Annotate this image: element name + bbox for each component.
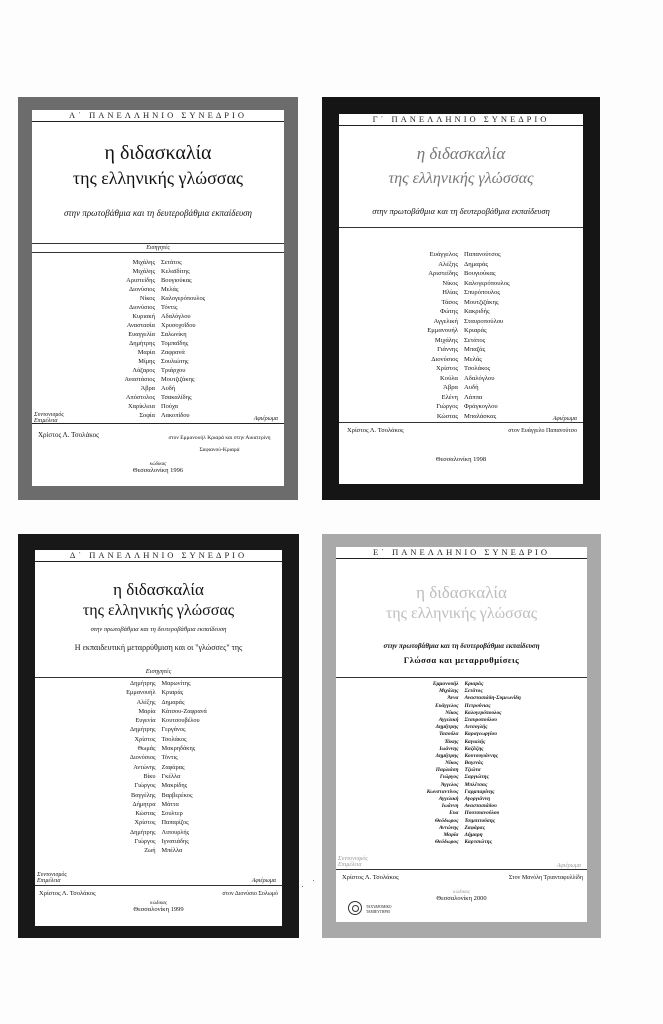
speaker-row (32, 267, 284, 276)
book-theme: Γλώσσα και μεταρρυθμίσεις (403, 655, 520, 665)
speaker-first-name: Αγγελική (438, 796, 459, 802)
speaker-row (339, 288, 583, 298)
speaker-row (35, 763, 282, 772)
dedication-label: Αφιέρωμα (552, 416, 577, 422)
speaker-row (336, 703, 587, 710)
speaker-first-name: Άβρα (443, 384, 458, 391)
speaker-row (35, 791, 282, 800)
speaker-last-name: Αναστασιάδου (464, 803, 497, 810)
speaker-last-name: Τομπαΐδης (161, 340, 189, 347)
speaker-first-name: Μαρία (138, 707, 156, 715)
speaker-row (336, 796, 587, 803)
dedication-text: στον Ευάγγελο Παπανούτσο (508, 428, 577, 434)
speaker-last-name: Κελαϊδίτης (161, 268, 190, 275)
speaker-row (35, 772, 282, 781)
speaker-first-name: Χρίστος (134, 735, 156, 743)
dedication-text: Στον Μανόλη Τριανταφυλλίδη (508, 875, 583, 881)
speaker-first-name: Τασούλα (439, 731, 459, 738)
speaker-first-name: Δημήτρης (435, 724, 459, 731)
speakers-label: Εισηγητές (145, 668, 172, 675)
speaker-last-name: Ιγνατιάδης (161, 838, 189, 846)
speaker-row (35, 716, 282, 725)
speaker-last-name: Αυδή (161, 385, 176, 392)
dedication-label: Αφιέρωμα (251, 878, 276, 884)
speaker-first-name: Χρίστος (436, 365, 458, 372)
speaker-last-name: Καλογερόπουλος (464, 709, 502, 716)
speaker-last-name: Μπλέτσας (464, 781, 488, 788)
speaker-last-name: Μελάς (161, 286, 179, 293)
speaker-last-name: Μπαζάς (464, 346, 486, 353)
speaker-last-name: Βαγενάς (464, 760, 484, 767)
speaker-first-name: Κωνσταντίνος (426, 788, 459, 795)
speaker-first-name: Κυριακή (132, 313, 155, 320)
speaker-first-name: Γιώργος (134, 782, 156, 790)
speaker-first-name: Νίκος (139, 295, 155, 302)
dedication-text: στον Εμμανουήλ Κριαρά και στην Αικατερίνη Σαφιανού-Κριαρά (168, 435, 271, 453)
speaker-row (32, 375, 284, 384)
speaker-last-name: Αυδή (464, 384, 479, 391)
speaker-last-name: Κάτσου-Ζαφρανά (161, 707, 207, 715)
speaker-last-name: Μάττα (161, 800, 179, 808)
speaker-first-name: Γιάννης (437, 346, 458, 353)
speaker-last-name: Μουτζιζάκης (161, 376, 195, 383)
place-year: Θεσσαλονίκη 1996 (132, 467, 184, 474)
speaker-last-name: Χρυσοχοΐδου (161, 322, 196, 329)
speaker-last-name: Λακοπίδου (161, 412, 190, 419)
speaker-first-name: Διονύσιος (129, 304, 155, 311)
speaker-row (32, 303, 284, 312)
speaker-first-name: Γιώργος (436, 403, 458, 410)
place-year: Θεσσαλονίκη 1998 (435, 456, 487, 463)
speaker-first-name: Αναστάσιος (124, 376, 155, 383)
speaker-row (32, 321, 284, 330)
speaker-last-name: Καλογερόπουλος (464, 279, 510, 287)
book-subtitle: στην πρωτοβάθμια και τη δευτεροβάθμια εκπαίδευση (383, 642, 540, 650)
speaker-last-name: Αδαλόγλου (161, 313, 191, 320)
speaker-row (339, 298, 583, 308)
speaker-last-name: Σαλωνίκη (161, 331, 187, 338)
speaker-row (32, 411, 284, 420)
speaker-row (336, 746, 587, 753)
speaker-row (339, 355, 583, 365)
book-title-line1: η διδασκαλία (113, 580, 204, 599)
speaker-first-name: Θεόδωρος (434, 839, 459, 846)
conference-band: Ε΄ ΠΑΝΕΛΛΗΝΙΟ ΣΥΝΕΔΡΙΟ (336, 547, 587, 559)
speaker-first-name: Αντώνης (133, 763, 156, 771)
speaker-row (336, 818, 587, 825)
speaker-row (35, 837, 282, 846)
speaker-last-name: Κριαράς (161, 689, 184, 697)
speaker-last-name: Σετάτος (464, 688, 483, 695)
dedication-text: στον Διονύσιο Σολωμό (222, 891, 278, 897)
speaker-row (339, 412, 583, 422)
publisher-label: κώδικας (150, 901, 167, 906)
conference-band: Γ΄ ΠΑΝΕΛΛΗΝΙΟ ΣΥΝΕΔΡΙΟ (339, 114, 583, 126)
speaker-row (35, 725, 282, 734)
speaker-row (336, 782, 587, 789)
speaker-last-name: Τσιμπιτούσης (464, 817, 496, 824)
speakers-label: Εισηγητές (146, 245, 170, 251)
speaker-first-name: Λάζαρος (132, 367, 155, 374)
speaker-first-name: Μαρία (137, 349, 155, 356)
speaker-last-name: Σταυροπούλου (464, 317, 504, 325)
speaker-row (32, 339, 284, 348)
speaker-row (336, 810, 587, 817)
speaker-last-name: Ζαφρανά (161, 349, 185, 356)
speaker-first-name: Ευγενία (135, 717, 156, 725)
speaker-first-name: Ευάγγελος (429, 251, 458, 258)
speaker-first-name: Βίκυ (143, 772, 156, 780)
speaker-row (339, 326, 583, 336)
speaker-last-name: Βαρβερέκος (161, 791, 193, 799)
speaker-first-name: Εμμανουήλ (126, 689, 156, 697)
speaker-first-name: Δήμητρα (132, 800, 156, 808)
speaker-row (339, 383, 583, 393)
speaker-row (336, 832, 587, 839)
speaker-row (35, 828, 282, 837)
speaker-last-name: Μελάς (464, 355, 482, 363)
speaker-first-name: Μιχάλης (434, 336, 458, 344)
speaker-first-name: Δημήτρης (435, 752, 459, 759)
publisher-label: κώδικας (149, 462, 167, 467)
speaker-last-name: Μουτζιζάκης (464, 298, 499, 306)
dedication-label: Αφιέρωμα (556, 863, 581, 869)
speaker-row (336, 695, 587, 702)
speaker-last-name: Πουτσιανούλου (464, 810, 500, 817)
book-title-line2: της ελληνικής γλώσσας (72, 168, 244, 188)
speaker-row (32, 285, 284, 294)
logo-mark-icon (352, 905, 359, 912)
speaker-row (336, 739, 587, 746)
speaker-row (336, 767, 587, 774)
speaker-last-name: Γαρμπαρίνης (464, 788, 495, 795)
speaker-first-name: Φώτης (440, 308, 458, 315)
speaker-last-name: Μπέλλα (161, 847, 183, 855)
speaker-row (35, 707, 282, 716)
speaker-row (336, 731, 587, 738)
speaker-first-name: Σοφία (139, 412, 155, 419)
speaker-last-name: Γκέλλα (161, 772, 181, 780)
speaker-first-name: Ελένη (441, 393, 458, 401)
author-name: Χρίστος Λ. Τσολάκος (347, 427, 404, 434)
conference-band: Δ΄ ΠΑΝΕΛΛΗΝΙΟ ΣΥΝΕΔΡΙΟ (35, 550, 282, 562)
speaker-row (339, 250, 583, 260)
speaker-last-name: Φράγκογλου (464, 403, 498, 410)
speaker-first-name: Διονύσιος (129, 286, 155, 293)
speaker-row (339, 345, 583, 355)
speaker-last-name: Πετρούνιας (464, 702, 491, 709)
speaker-row (339, 374, 583, 384)
book-subtitle: στην πρωτοβάθμια και τη δευτεροβάθμια εκπαίδευση (63, 208, 253, 218)
speaker-last-name: Καραγεωργίου (464, 731, 497, 738)
book-title-line2: της ελληνικής γλώσσας (385, 605, 538, 622)
speaker-row (339, 336, 583, 346)
speaker-first-name: Άγγελος (440, 781, 459, 788)
speaker-first-name: Ζωή (144, 847, 156, 855)
speaker-row (35, 679, 282, 688)
book-title-line2: της ελληνικής γλώσσας (388, 170, 534, 187)
speaker-first-name: Άννα (447, 695, 459, 702)
speaker-last-name: Σταυροπούλου (464, 716, 497, 723)
speaker-last-name: Βουγιούκας (161, 277, 192, 284)
speaker-first-name: Άβρα (140, 385, 155, 392)
cover-1999 (18, 534, 299, 938)
speaker-last-name: Καλογερόπουλος (161, 295, 206, 302)
speaker-row (336, 825, 587, 832)
speaker-first-name: Γιώργος (134, 838, 156, 846)
speaker-last-name: Τόντις (161, 754, 178, 762)
speaker-row (32, 276, 284, 285)
speaker-first-name: Τάσος (441, 298, 458, 306)
book-title-line1: η διδασκαλία (416, 144, 506, 163)
conference-band: Α΄ ΠΑΝΕΛΛΗΝΙΟ ΣΥΝΕΔΡΙΟ (32, 110, 284, 122)
speaker-row (339, 269, 583, 279)
speaker-row (339, 307, 583, 317)
speaker-first-name: Απόστολος (125, 394, 155, 401)
speaker-row (32, 384, 284, 393)
speaker-first-name: Αριστείδης (428, 270, 458, 277)
speaker-row (339, 393, 583, 403)
speaker-first-name: Αριστείδης (126, 277, 155, 284)
speaker-first-name: Αλέξης (136, 698, 156, 706)
speakers-list (336, 681, 587, 846)
speaker-last-name: Σετάτος (464, 336, 486, 344)
speaker-last-name: Καρτσιώτης (464, 839, 492, 846)
publisher-block (35, 901, 282, 913)
speaker-row (336, 753, 587, 760)
speakers-list (32, 258, 284, 420)
speaker-first-name: Κώστας (135, 810, 156, 818)
speaker-first-name: Παρλιάση (435, 767, 459, 774)
speaker-first-name: Δημήτρης (130, 726, 156, 734)
speaker-last-name: Σαργιώτης (464, 774, 489, 781)
speaker-row (32, 366, 284, 375)
speaker-last-name: Μαρωνίτης (161, 680, 191, 687)
book-subtitle: στην πρωτοβάθμια και τη δευτεροβάθμια εκπαίδευση (372, 206, 550, 216)
speaker-last-name: Τσακαλίδης (161, 394, 192, 401)
speaker-row (32, 312, 284, 321)
speaker-last-name: Σπυρόπουλος (464, 289, 501, 296)
dedication-label: Αφιέρωμα (253, 416, 278, 422)
speaker-last-name: Τζιώτα (464, 767, 481, 774)
speaker-first-name: Μιχάλης (439, 688, 459, 695)
speaker-last-name: Λάππα (464, 393, 483, 401)
speaker-row (35, 818, 282, 827)
speaker-last-name: Καζάζης (464, 745, 484, 752)
speaker-first-name: Ευάγγελος (435, 702, 459, 709)
speaker-row (339, 260, 583, 270)
speaker-last-name: Σουλτερ (161, 810, 183, 818)
speaker-first-name: Εμμανουήλ (427, 327, 458, 334)
speaker-last-name: Κουτσουβέλου (161, 717, 200, 725)
speaker-row (35, 744, 282, 753)
speaker-row (336, 774, 587, 781)
speaker-first-name: Αλέξης (438, 260, 458, 268)
speaker-last-name: Μακρίδης (161, 782, 188, 790)
speaker-first-name: Βαγγέλης (131, 791, 156, 799)
speaker-first-name: Μαρία (443, 831, 459, 838)
speaker-first-name: Αγγελική (438, 716, 459, 723)
speaker-first-name: Κούλα (440, 374, 458, 382)
speaker-last-name: Κριαράς (464, 327, 487, 334)
speaker-last-name: Μπαλάσκας (464, 412, 497, 420)
speaker-last-name: Ζαφάρας (161, 763, 185, 771)
speaker-row (339, 279, 583, 289)
speaker-row (35, 753, 282, 762)
book-title-line2: της ελληνικής γλώσσας (82, 602, 235, 619)
speaker-first-name: Αντώνης (438, 824, 459, 831)
speaker-first-name: Νίκος (442, 279, 458, 287)
speaker-first-name: Διονύσιος (431, 355, 458, 363)
speaker-first-name: Αναστασία (126, 322, 155, 329)
coordination-label: Συντονισμός Επιμέλεια (338, 856, 368, 868)
speaker-row (339, 402, 583, 412)
speaker-row (35, 698, 282, 707)
speaker-row (32, 258, 284, 267)
speaker-last-name: Παπανούτσος (464, 251, 501, 258)
speaker-last-name: Γεργάνος (161, 726, 186, 734)
speaker-row (35, 781, 282, 790)
sponsor-logo (348, 901, 362, 915)
speaker-row (32, 330, 284, 339)
speaker-row (35, 846, 282, 855)
coordination-label: Συντονισμός Επιμέλεια (34, 412, 64, 424)
speaker-row (336, 710, 587, 717)
speaker-row (32, 348, 284, 357)
speaker-last-name: Πούχα (161, 403, 179, 410)
speaker-last-name: Παπαρίζος (161, 819, 189, 827)
speaker-row (35, 735, 282, 744)
speaker-row (35, 800, 282, 809)
book-theme: Η εκπαιδευτική μεταρρύθμιση και οι "γλώσσες" της (74, 643, 243, 652)
speaker-last-name: Κακριδής (464, 308, 490, 315)
speaker-first-name: Κώστας (436, 412, 458, 420)
speaker-first-name: Τάκης (444, 738, 459, 745)
book-title-line1: η διδασκαλία (104, 142, 212, 164)
speaker-row (35, 688, 282, 697)
speaker-row (32, 402, 284, 411)
speaker-last-name: Κριαράς (464, 681, 484, 687)
speaker-row (339, 364, 583, 374)
speaker-row (336, 760, 587, 767)
speaker-first-name: Ευα (449, 810, 459, 817)
speaker-last-name: Κουτσογιάννης (464, 752, 499, 759)
place-year: Θεσσαλονίκη 1999 (133, 906, 184, 913)
cover-1996 (18, 97, 298, 500)
speaker-row (32, 357, 284, 366)
speaker-first-name: Μιχάλης (132, 268, 155, 275)
coordination-label: Συντονισμός Επιμέλεια (37, 872, 67, 884)
speaker-first-name: Ευαγγελία (128, 331, 155, 338)
book-subtitle: στην πρωτοβάθμια και τη δευτεροβάθμια εκπαίδευση (90, 626, 227, 633)
speaker-row (336, 789, 587, 796)
speaker-row (336, 681, 587, 688)
speaker-first-name: Δημήτρης (130, 828, 156, 836)
speaker-last-name: Σετάτος (161, 259, 182, 266)
speaker-last-name: Βουγιούκας (464, 270, 496, 277)
speaker-first-name: Χαρίκλεια (128, 403, 155, 410)
speaker-first-name: Νίκος (445, 760, 459, 767)
speakers-list (35, 679, 282, 856)
speaker-row (336, 803, 587, 810)
speaker-first-name: Δημήτρης (129, 340, 155, 347)
publisher-block (32, 462, 284, 474)
speaker-first-name: Ηλίας (442, 289, 458, 296)
speaker-row (35, 809, 282, 818)
speaker-row (336, 688, 587, 695)
author-name: Χρίστος Λ. Τσολάκος (39, 890, 96, 897)
speaker-last-name: Δημαράς (464, 260, 489, 268)
speaker-last-name: Μακρηδάκης (161, 745, 196, 753)
place-year: Θεσσαλονίκη 2000 (436, 895, 487, 902)
speaker-first-name: Ιωάννη (441, 803, 459, 810)
speaker-last-name: Καγιαλής (464, 738, 486, 745)
speaker-last-name: Τσολάκος (161, 735, 187, 743)
speaker-first-name: Αγγελική (433, 317, 458, 325)
speaker-row (336, 717, 587, 724)
speaker-row (336, 839, 587, 846)
cover-1998 (322, 97, 600, 500)
publisher-label: κώδικας (453, 890, 470, 895)
speaker-first-name: Διονύσιος (129, 754, 156, 762)
speaker-first-name: Εμμανουήλ (432, 681, 459, 687)
speaker-first-name: Θεόδωρος (434, 817, 459, 824)
author-name: Χρίστος Λ. Τσολάκος (38, 431, 99, 439)
author-name: Χρίστος Λ. Τσολάκος (342, 874, 399, 881)
speaker-first-name: Μιχάλης (132, 259, 155, 266)
speaker-last-name: Ζαφάρας (464, 824, 486, 831)
speaker-last-name: Αγοργιάννη (464, 796, 491, 802)
speaker-first-name: Νίκος (445, 709, 459, 716)
speaker-last-name: Αδαλόγλου (464, 374, 495, 382)
speaker-last-name: Δήμαρη (464, 831, 483, 838)
speaker-row (32, 294, 284, 303)
speaker-last-name: Αναστασιάδη-Συμεωνίδη (464, 695, 521, 702)
speaker-last-name: Λιτσογλής (464, 724, 488, 731)
publisher-block (336, 890, 587, 902)
speaker-row (32, 393, 284, 402)
book-title-line1: η διδασκαλία (416, 583, 507, 602)
speaker-last-name: Σουλιώτης (161, 358, 189, 365)
sponsor-name: ΤΑΧΥΔΡΟΜΙΚΟ ΤΑΜΙΕΥΤΗΡΙΟ (366, 905, 392, 914)
speaker-first-name: Μίμης (138, 358, 155, 365)
speaker-last-name: Τσολάκος (464, 365, 491, 372)
speaker-row (339, 317, 583, 327)
speaker-first-name: Δημήτρης (130, 680, 156, 687)
speakers-list (339, 250, 583, 421)
speaker-last-name: Τριάρχου (161, 367, 186, 374)
speaker-last-name: Δημαράς (161, 698, 185, 706)
speaker-first-name: Θωμάς (137, 745, 156, 753)
speaker-first-name: Γιώργος (439, 774, 459, 781)
speaker-first-name: Ιωάννης (439, 745, 459, 752)
cover-2000 (322, 534, 601, 938)
speaker-last-name: Λιπουρλής (161, 828, 190, 836)
speaker-first-name: Χρίστος (134, 819, 156, 827)
speaker-row (336, 724, 587, 731)
speaker-last-name: Τόντις (161, 304, 178, 311)
